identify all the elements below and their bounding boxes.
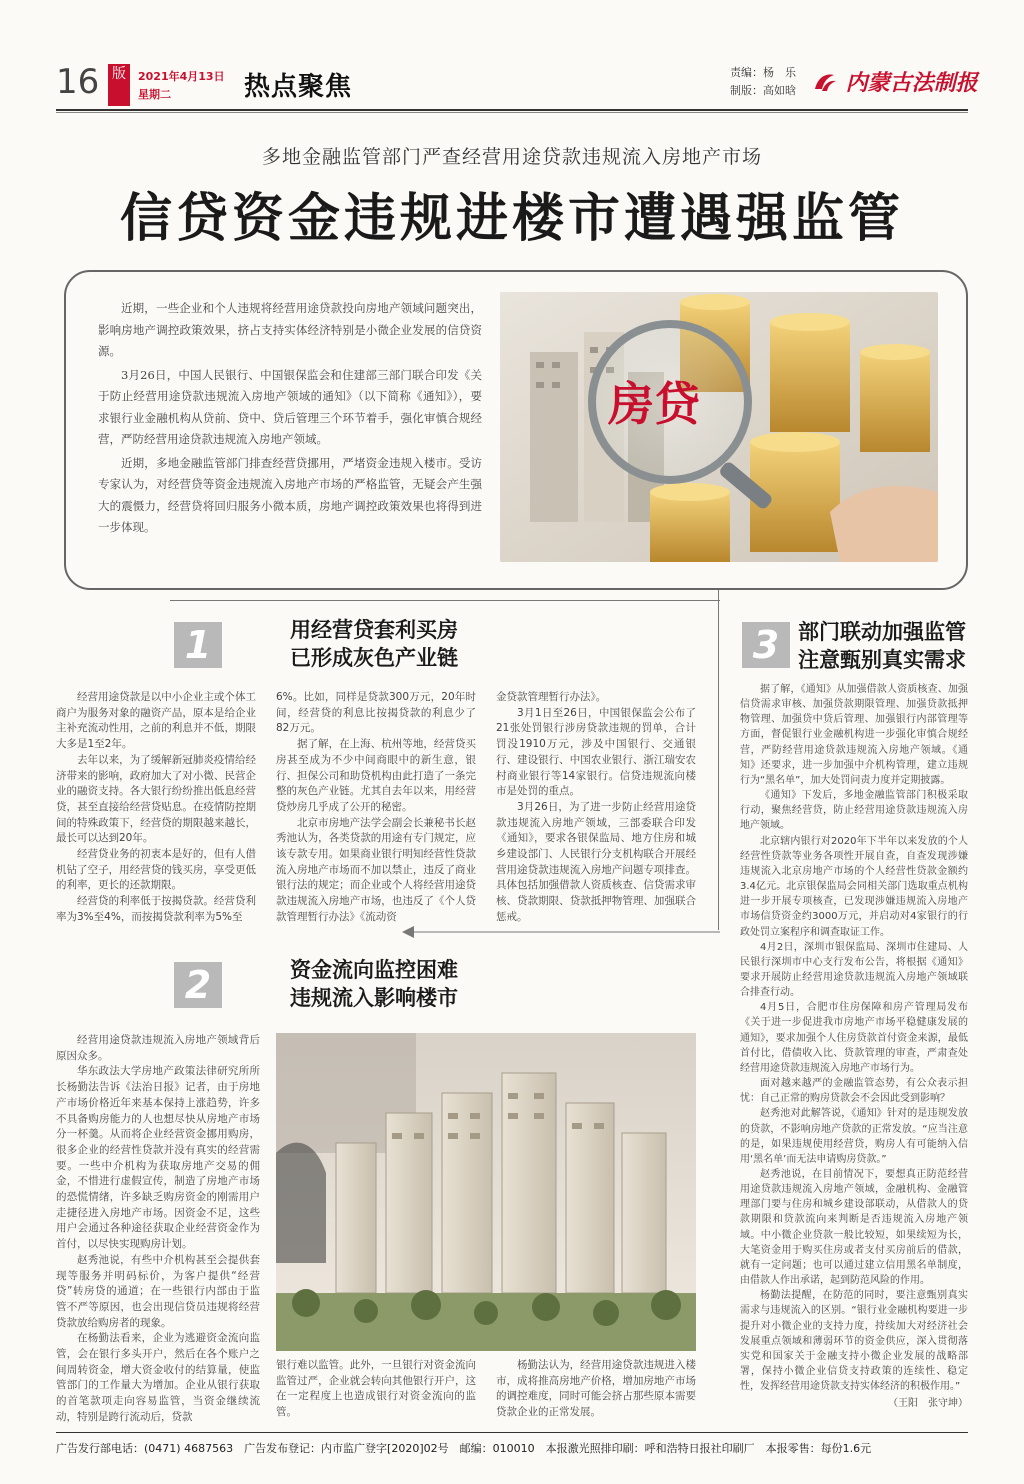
section-2-title-line1: 资金流向监控困难 <box>290 957 458 982</box>
section-3-title <box>798 618 966 674</box>
mortgage-photo <box>500 292 938 562</box>
issue-date-block <box>138 68 225 104</box>
section-1-column-3 <box>496 690 696 926</box>
section-2-column-1 <box>56 1033 260 1426</box>
intro-paragraph: 3月26日，中国人民银行、中国银保监会和住建部三部门联合印发《关于防止经营用途贷款违规流入房地产领域的通知》（以下简称《通知》），要求银行业金融机构从贷前、贷中、贷后管理三个环节着手，强化审慎合规经营，严防经营用途贷款违规流入房地产领域。 <box>98 367 482 446</box>
issue-date: 2021年4月13日 <box>138 70 225 83</box>
paragraph: 4月5日，合肥市住房保障和房产管理局发布《关于进一步促进我市房地产市场平稳健康发展的通知》，要求加强个人住房贷款首付资金来源，最低首付比，借债收入比、贷款管理的审查，严肃查处经营用途贷款违规流入房地产市场行为。 <box>740 1002 968 1074</box>
section-divider <box>170 600 720 601</box>
paragraph: 经营贷的利率低于按揭贷款。经营贷利率为3%至4%，而按揭贷款利率为5%至 <box>56 895 256 923</box>
section-1-title <box>290 616 458 672</box>
section-1-column-1 <box>56 690 256 926</box>
paragraph: 4月2日，深圳市银保监局、深圳市住建局、人民银行深圳市中心支行发布公告，将根据《通知》要求开展防止经营用途贷款违规流入房地产领域联合排查行动。 <box>740 941 968 999</box>
paragraph: 面对越来越严的金融监管态势，有公众表示担忧：自己正常的购房贷款会不会因此受到影响？ <box>740 1078 968 1105</box>
mortgage-photo-label: 房贷 <box>608 377 700 431</box>
page-ban-badge: 版 <box>108 64 130 106</box>
section-1-column-2 <box>276 690 476 926</box>
section-2-title <box>290 956 458 1012</box>
paragraph: 据了解，在上海、杭州等地，经营贷买房甚至成为不少中间商眼中的新生意，银行、担保公司和助贷机构由此打造了一条完整的灰色产业链。尤其自去年以来，用经营贷炒房几乎成了公开的秘密。 <box>276 738 476 813</box>
housing-model-photo <box>276 1033 696 1351</box>
section-3-column <box>740 682 968 1412</box>
page-number: 16 <box>56 62 100 102</box>
mortgage-photo-illustration <box>500 292 938 562</box>
article-author: （王阳 张守坤） <box>888 1398 968 1410</box>
section-1-badge: 1 <box>174 622 222 668</box>
paragraph: 去年以来，为了缓解新冠肺炎疫情给经济带来的影响，政府加大了对小微、民营企业的融资支持。各大银行纷纷推出低息经营贷，甚至直接给经营贷贴息。在疫情防控期间的特殊政策下，经营贷的期限越来越长，最长可以达到20年。 <box>56 753 256 845</box>
paragraph: 3月26日，为了进一步防止经营用途贷款违规流入房地产领域，三部委联合印发《通知》，要求各银保监局、地方住房和城乡建设部门、人民银行分支机构联合开展经营用途贷款违规流入房地产问题专项排查。具体包括加强借款人资质核查、信贷需求审核、贷款期限、贷款抵押物管理、加强联合惩戒。 <box>496 800 696 923</box>
section-1-title-line1: 用经营贷套利买房 <box>290 617 458 642</box>
paragraph: 赵秀池对此解答说，《通知》针对的是违规发放的贷款，不影响房地产贷款的正常发放。“应当注意的是，如果违规使用经营贷，购房人有可能纳入信用‘黑名单’而无法申请购房贷款。” <box>740 1108 968 1165</box>
flow-arrow-icon <box>400 925 720 939</box>
section-3-title-line1: 部门联动加强监管 <box>798 619 966 644</box>
section-2-badge: 2 <box>174 962 222 1008</box>
newspaper-name: 内蒙古法制报 <box>845 70 978 96</box>
paragraph: 华东政法大学房地产政策法律研究所所长杨勤法告诉《法治日报》记者，由于房地产市场价格近年来基本保持上涨趋势，许多不具备购房能力的人也想尽快从房地产市场分一杯羹。从而将企业经营资金挪用购房，很多企业的经营性贷款并没有真实的经营需要。一些中介机构为获取房地产交易的佣金，不惜进行虚假宣传，制造了房地产市场的恐慌情绪，许多缺乏购房资金的刚需用户走捷径进入房地产市场。因资金不足，这些用户会通过各种途径获取企业经营资金作为首付，以尽快实现购房计划。 <box>56 1065 260 1251</box>
paragraph: 北京市房地产法学会副会长兼秘书长赵秀池认为，各类贷款的用途有专门规定，应该专款专用。如果商业银行明知经营性贷款流入房地产市场而不加以禁止，违反了商业银行法的规定；而企业或个人将经营用途贷款违规流入房地产市场，也违反了《个人贷款管理暂行办法》《流动资 <box>276 816 476 923</box>
paragraph: 赵秀池说，有些中介机构甚至会提供套现等服务并明码标价，为客户提供“经营贷”转房贷的通道；在一些银行内部由于监管不严等原因，也会出现信贷员违规将经营贷款放给购房者的现象。 <box>56 1253 260 1329</box>
intro-paragraph: 近期，一些企业和个人违规将经营用途贷款投向房地产领域问题突出，影响房地产调控政策效果，挤占支持实体经济特别是小微企业发展的信贷资源。 <box>98 301 482 358</box>
section-2-column-2 <box>276 1358 476 1421</box>
section-2-column-3 <box>496 1358 696 1421</box>
paragraph: 3月1日至26日，中国银保监会公布了21张处罚银行涉房贷款违规的罚单，合计罚没1910万元，涉及中国银行、交通银行、建设银行、中国农业银行、浙江瑞安农村商业银行等14家银行。信贷违规流向楼市是处罚的重点。 <box>496 706 696 798</box>
header-rule <box>56 109 968 111</box>
article-subtitle: 多地金融监管部门严查经营用途贷款违规流入房地产市场 <box>261 146 762 168</box>
paragraph: 杨勤法提醒，在防范的同时，要注意甄别真实需求与违规流入的区别。“银行业金融机构要进一步提升对小微企业的支持力度，持续加大对经济社会发展重点领域和薄弱环节的资金供应，深入贯彻落实党和国家关于金融支持小微企业发展的战略部署，保持小微企业信贷支持政策的连续性、稳定性，发挥经营用途贷款支持实体经济的积极作用。” <box>740 1290 968 1393</box>
paragraph: 杨勤法认为，经营用途贷款违规进入楼市，成将推高房地产价格，增加房地产市场的调控难度，同时可能会挤占那些原本需要贷款企业的正常发展。 <box>496 1359 696 1419</box>
paragraph: 金贷款管理暂行办法》。 <box>496 691 607 703</box>
column-divider <box>718 590 719 930</box>
paragraph: 据了解，《通知》从加强借款人资质核查、加强信贷需求审核、加强贷款期限管理、加强贷款抵押物管理、加强贷中贷后管理、加强银行内部管理等方面，督促银行业金融机构进一步强化审慎合规经营，严防经营用途贷款违规流入房地产领域。《通知》还要求，进一步加强中介机构管理，建立违规行为“黑名单”，加大处罚问责力度并定期披露。 <box>740 684 968 786</box>
issue-weekday: 星期二 <box>138 88 171 101</box>
editor-credits <box>730 64 796 100</box>
paragraph: 6%。比如，同样是贷款300万元，20年时间，经营贷的利息比按揭贷款的利息少了82万元。 <box>276 691 476 735</box>
intro-paragraph: 近期，多地金融监管部门排查经营贷挪用，严堵资金违规入楼市。受访专家认为，对经营贷等资金违规流入房地产市场的严格监管，无疑会产生强大的震慑力，经营贷将回归服务小微本质，房地产调控政策效果也将得到进一步体现。 <box>98 455 482 534</box>
logo-swirl-icon <box>812 71 838 93</box>
header-rule-thin <box>56 112 968 113</box>
editor-name: 责编：杨 乐 <box>730 66 796 79</box>
paragraph: 银行难以监管。此外，一旦银行对资金流向监管过严，企业就会转向其他银行开户，这在一定程度上也造成银行对资金流向的监管。 <box>276 1359 476 1419</box>
paragraph: 经营用途贷款是以中小企业主或个体工商户为服务对象的融资产品，原本是给企业主补充流动性用，之前的利息并不低，期限大多是1至2年。 <box>56 691 256 751</box>
intro-text <box>98 298 482 541</box>
paragraph: 在杨勤法看来，企业为逃避资金流向监管，会在银行多头开户，然后在各个账户之间周转资金，增大资金收付的结算量，使监管部门的工作量大为增加。企业从银行获取的首笔款项走向容易监管，当资金继续流动，特别是跨行流动后，贷款 <box>56 1332 260 1423</box>
footer-rule <box>56 1432 968 1433</box>
section-3-title-line2: 注意甄别真实需求 <box>798 647 966 672</box>
designer-name: 制版：高如晗 <box>730 84 796 97</box>
paragraph: 《通知》下发后，多地金融监管部门积极采取行动，聚焦经营贷，防止经营用途贷款违规流入房地产领域。 <box>740 790 968 832</box>
paragraph: 经营用途贷款违规流入房地产领域背后原因众多。 <box>56 1034 260 1062</box>
section-2-title-line2: 违规流入影响楼市 <box>290 985 458 1010</box>
section-title: 热点聚焦 <box>244 72 353 102</box>
newspaper-logo <box>812 66 978 97</box>
section-3-badge: 3 <box>742 622 790 668</box>
housing-model-illustration <box>276 1033 696 1351</box>
paragraph: 赵秀池说，在目前情况下，要想真正防范经营用途贷款违规流入房地产领域，金融机构、金融管理部门要与住房和城乡建设部联动，从借款人的贷款期限和贷款流向来判断是否违规流入房地产领域。中小微企业贷款一般比较短，如果续短为长，大笔资金用于购买住房或者支付买房前后的借款，就有一定问题；也可以通过建立信用黑名单制度，由借款人作出承诺，起到防范风险的作用。 <box>740 1169 968 1287</box>
paragraph: 经营贷业务的初衷本是好的，但有人借机钻了空子，用经营贷的钱买房，享受更低的利率，更长的还款期限。 <box>56 848 256 892</box>
article-headline: 信贷资金违规进楼市遭遇强监管 <box>119 188 904 249</box>
paragraph: 北京辖内银行对2020年下半年以来发放的个人经营性贷款等业务各项性开展自查，自查发现涉嫌违规流入北京房地产市场的个人经营性贷款金额约3.4亿元。北京银保监局会同相关部门选取重点机构进一步开展专项核查，已发现涉嫌违规流入房地产市场信贷资金约3000万元，并启动对4家银行的行政处罚立案程序和调查取证工作。 <box>740 835 968 938</box>
footer-info: 广告发行部电话：(0471) 4687563 广告发布登记：内市监广登字[2020]02号 邮编：010010 本报激光照排印刷：呼和浩特日报社印刷厂 本报零售：每份1.6元 <box>56 1442 872 1455</box>
section-1-title-line2: 已形成灰色产业链 <box>290 645 458 670</box>
